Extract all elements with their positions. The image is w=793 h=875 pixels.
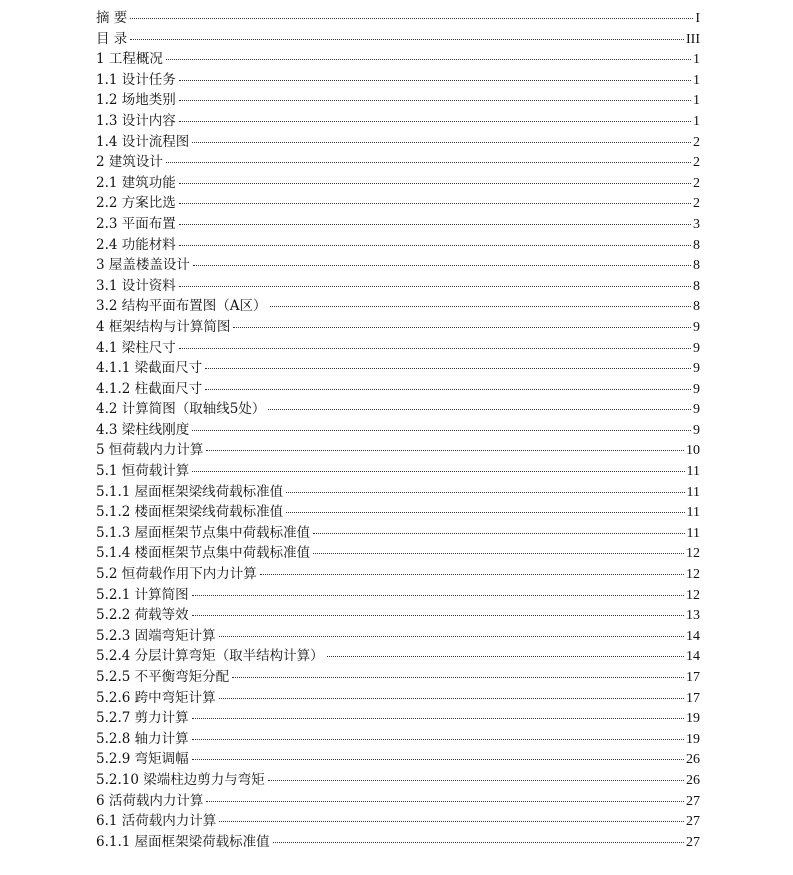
dot-leader	[270, 305, 691, 307]
toc-entry-page-number: III	[686, 31, 700, 47]
dot-leader	[192, 470, 684, 472]
toc-entry[interactable]	[96, 688, 700, 709]
toc-entry-title: 5.2.5 不平衡弯矩分配	[96, 669, 230, 685]
dot-leader	[193, 264, 691, 266]
dot-leader	[192, 717, 684, 719]
dot-leader	[205, 388, 691, 390]
toc-entry-page-number: 12	[686, 567, 700, 583]
toc-entry-page-number: 17	[686, 670, 700, 685]
dot-leader	[192, 758, 684, 760]
toc-entry-page-number: 8	[693, 258, 700, 274]
dot-leader	[192, 738, 684, 740]
toc-entry-title: 5.1.4 楼面框架节点集中荷载标准值	[96, 545, 311, 562]
toc-entry-title: 6.1.1 屋面框架梁荷载标准值	[96, 833, 270, 850]
toc-entry[interactable]	[96, 296, 700, 317]
toc-entry[interactable]	[96, 276, 700, 297]
dot-leader	[313, 532, 684, 534]
toc-entry-title: 2.4 功能材料	[96, 236, 176, 253]
toc-entry[interactable]	[96, 111, 700, 132]
dot-leader	[179, 223, 691, 225]
toc-entry[interactable]	[96, 770, 700, 791]
toc-entry[interactable]	[96, 49, 700, 70]
toc-entry[interactable]	[96, 791, 700, 812]
toc-entry-page-number: 2	[693, 175, 700, 191]
toc-entry-title: 1.3 设计内容	[96, 112, 176, 129]
toc-entry-title: 4.3 梁柱线刚度	[96, 421, 190, 438]
toc-entry-title: 1.2 场地类别	[96, 92, 176, 109]
toc-entry-title: 5.1.1 屋面框架梁线荷载标准值	[96, 483, 284, 500]
dot-leader	[166, 58, 691, 60]
dot-leader	[268, 779, 684, 781]
toc-entry[interactable]	[96, 173, 700, 194]
toc-entry-title: 1.1 设计任务	[96, 71, 176, 88]
toc-entry-title: 5.2.6 跨中弯矩计算	[96, 689, 216, 706]
dot-leader	[219, 635, 684, 637]
toc-entry-title: 5.2 恒荷载作用下内力计算	[96, 566, 257, 583]
dot-leader	[179, 285, 691, 287]
toc-entry-title: 5.1.2 楼面框架梁线荷载标准值	[96, 504, 284, 521]
toc-entry-page-number: 9	[693, 340, 700, 356]
dot-leader	[192, 614, 684, 616]
dot-leader	[233, 326, 691, 328]
toc-entry-title: 5.2.4 分层计算弯矩（取半结构计算）	[96, 648, 324, 665]
toc-entry-page-number: 27	[686, 834, 700, 850]
toc-entry-page-number: 27	[686, 814, 700, 830]
toc-entry[interactable]	[96, 132, 700, 153]
toc-entry[interactable]	[96, 708, 700, 729]
toc-entry-page-number: 26	[686, 752, 700, 768]
toc-entry-page-number: 9	[693, 422, 700, 438]
toc-entry[interactable]	[96, 29, 700, 50]
toc-entry-title: 5.2.8 轴力计算	[96, 730, 189, 747]
toc-entry-title: 1 工程概况	[96, 51, 163, 68]
toc-entry[interactable]	[96, 152, 700, 173]
toc-entry[interactable]	[96, 461, 700, 482]
toc-entry-page-number: 8	[693, 237, 700, 253]
dot-leader	[130, 38, 684, 40]
toc-entry-page-number: 17	[686, 690, 700, 706]
toc-entry[interactable]	[96, 543, 700, 564]
dot-leader	[179, 347, 691, 349]
toc-entry[interactable]	[96, 235, 700, 256]
toc-entry-title: 4.1.1 梁截面尺寸	[96, 360, 203, 377]
toc-entry-page-number: 3	[693, 216, 700, 232]
toc-entry-title: 4.2 计算简图（取轴线5处）	[96, 401, 266, 418]
toc-entry-title: 5.2.2 荷载等效	[96, 607, 189, 624]
toc-entry-title: 5.2.1 计算简图	[96, 586, 189, 603]
dot-leader	[179, 244, 691, 246]
dot-leader	[192, 594, 684, 596]
toc-entry-title: 6.1 活荷载内力计算	[96, 813, 217, 830]
toc-entry-page-number: 26	[686, 772, 700, 788]
toc-entry-page-number: 9	[693, 402, 700, 418]
toc-entry-title: 4.1.2 柱截面尺寸	[96, 380, 203, 397]
toc-entry[interactable]	[96, 667, 700, 688]
toc-entry[interactable]	[96, 399, 700, 420]
toc-entry-title: 2.2 方案比选	[96, 195, 176, 212]
dot-leader	[179, 202, 691, 204]
dot-leader	[179, 182, 691, 184]
toc-entry-title: 1.4 设计流程图	[96, 133, 190, 150]
toc-entry-title: 3.1 设计资料	[96, 277, 176, 294]
toc-entry-title: 5 恒荷载内力计算	[96, 442, 204, 459]
dot-leader	[206, 800, 684, 802]
toc-entry[interactable]	[96, 338, 700, 359]
toc-entry-page-number: 8	[693, 299, 700, 315]
toc-entry[interactable]	[96, 70, 700, 91]
toc-entry-page-number: 14	[686, 649, 700, 665]
toc-entry-page-number: 1	[693, 52, 700, 68]
dot-leader	[192, 429, 691, 431]
toc-entry[interactable]	[96, 440, 700, 461]
toc-entry[interactable]	[96, 317, 700, 338]
toc-entry-title: 5.1.3 屋面框架节点集中荷载标准值	[96, 524, 311, 541]
toc-entry-page-number: 8	[693, 278, 700, 294]
dot-leader	[179, 79, 691, 81]
toc-entry-page-number: 2	[693, 196, 700, 212]
dot-leader	[206, 449, 684, 451]
toc-entry[interactable]	[96, 193, 700, 214]
toc-entry-page-number: 12	[686, 587, 700, 603]
toc-entry[interactable]	[96, 564, 700, 585]
toc-entry-title: 3 屋盖楼盖设计	[96, 257, 190, 274]
toc-entry-page-number: 9	[693, 361, 700, 377]
toc-entry-page-number: 2	[693, 134, 700, 150]
toc-entry-title: 5.2.3 固端弯矩计算	[96, 627, 216, 644]
toc-entry-title: 2.3 平面布置	[96, 215, 176, 232]
toc-entry-title: 5.2.10 梁端柱边剪力与弯矩	[96, 771, 265, 788]
dot-leader	[327, 655, 684, 657]
toc-entry-page-number: I	[695, 11, 700, 26]
dot-leader	[219, 820, 684, 822]
toc-entry-title: 2.1 建筑功能	[96, 174, 176, 191]
toc-entry[interactable]	[96, 379, 700, 400]
toc-entry-title: 目 录	[96, 30, 128, 47]
toc-entry-title: 5.2.7 剪力计算	[96, 710, 189, 727]
toc-entry-page-number: 9	[693, 381, 700, 397]
dot-leader	[260, 573, 684, 575]
dot-leader	[192, 141, 691, 143]
toc-entry[interactable]	[96, 214, 700, 235]
dot-leader	[232, 676, 684, 678]
toc-entry-page-number: 11	[686, 525, 700, 541]
toc-entry[interactable]	[96, 90, 700, 111]
toc-entry-title: 5.1 恒荷载计算	[96, 463, 190, 480]
toc-entry-title: 2 建筑设计	[96, 154, 163, 171]
toc-entry-page-number: 14	[686, 628, 700, 644]
toc-entry-title: 3.2 结构平面布置图（A区）	[96, 298, 267, 315]
toc-entry-page-number: 13	[686, 608, 700, 624]
table-of-contents	[96, 8, 700, 852]
toc-entry-page-number: 11	[686, 484, 700, 500]
toc-entry-title: 6 活荷载内力计算	[96, 792, 204, 809]
toc-entry-title: 摘 要	[96, 10, 128, 26]
toc-entry[interactable]	[96, 585, 700, 606]
toc-entry-title: 5.2.9 弯矩调幅	[96, 751, 189, 768]
dot-leader	[166, 161, 691, 163]
toc-entry[interactable]	[96, 8, 700, 29]
toc-entry-page-number: 11	[686, 464, 700, 480]
toc-entry-page-number: 12	[686, 546, 700, 562]
toc-entry[interactable]	[96, 605, 700, 626]
dot-leader	[130, 17, 693, 19]
toc-entry[interactable]	[96, 523, 700, 544]
toc-entry[interactable]	[96, 482, 700, 503]
toc-entry[interactable]	[96, 832, 700, 853]
dot-leader	[179, 99, 691, 101]
toc-entry[interactable]	[96, 749, 700, 770]
toc-entry[interactable]	[96, 729, 700, 750]
toc-entry-page-number: 19	[686, 711, 700, 727]
dot-leader	[179, 120, 691, 122]
toc-entry-page-number: 1	[693, 93, 700, 109]
dot-leader	[205, 367, 691, 369]
toc-entry-page-number: 9	[693, 319, 700, 335]
toc-entry-page-number: 10	[686, 443, 700, 459]
toc-entry[interactable]	[96, 626, 700, 647]
toc-entry-title: 4.1 梁柱尺寸	[96, 339, 176, 356]
toc-entry-title: 4 框架结构与计算简图	[96, 318, 231, 335]
toc-entry-page-number: 11	[686, 505, 700, 521]
toc-entry[interactable]	[96, 811, 700, 832]
dot-leader	[313, 552, 684, 554]
dot-leader	[286, 511, 684, 513]
toc-entry-page-number: 27	[686, 793, 700, 809]
dot-leader	[219, 697, 684, 699]
toc-entry[interactable]	[96, 502, 700, 523]
toc-entry[interactable]	[96, 255, 700, 276]
toc-entry-page-number: 2	[693, 155, 700, 171]
dot-leader	[286, 491, 684, 493]
toc-entry[interactable]	[96, 420, 700, 441]
dot-leader	[268, 408, 691, 410]
toc-entry[interactable]	[96, 358, 700, 379]
toc-entry-page-number: 1	[693, 113, 700, 129]
toc-entry-page-number: 1	[693, 72, 700, 88]
toc-entry-page-number: 19	[686, 731, 700, 747]
dot-leader	[273, 841, 684, 843]
toc-entry[interactable]	[96, 646, 700, 667]
